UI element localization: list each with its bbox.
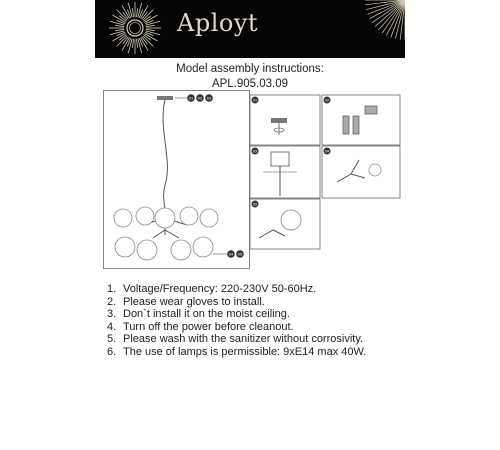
step-panel-01 [250,95,320,145]
callout-label: 01 [188,95,194,101]
step-panel-02 [322,95,400,145]
callout-bottom [213,250,244,258]
step-number: 01 [252,98,258,103]
instruction-number: 4. [107,320,117,333]
instruction-text: Please wear gloves to install. [123,295,265,308]
sun-rays-icon [105,0,165,58]
instruction-text: Turn off the power before cleanout. [123,320,294,333]
instruction-text: Voltage/Frequency: 220-230V 50-60Hz. [123,283,317,295]
instruction-text: Don`t install it on the moist ceiling. [123,308,290,321]
document-title [0,62,500,92]
instruction-text: Please wash with the sanitizer without corrosivity. [123,333,364,346]
brand-name: Aployt [177,9,259,37]
corner-rays-decoration [365,0,405,58]
instructions-list [107,283,366,359]
chandelier-drawing [114,96,218,260]
instruction-number: 2. [107,295,117,308]
brand-banner [95,0,405,58]
step-number: 04 [324,149,330,154]
callout-label: 03 [206,95,212,101]
instruction-text: The use of lamps is permissible: 9xE14 max 40W. [123,345,367,358]
instruction-number: 1. [107,283,117,295]
callout-label: 04 [228,251,234,257]
step-number: 02 [324,98,330,103]
instruction-item [107,283,366,296]
instruction-item [107,346,366,359]
step-panel-05 [250,199,320,249]
callout-label: 05 [237,251,243,257]
instruction-item [107,333,366,346]
instruction-item [107,296,366,309]
instruction-number: 6. [107,345,117,358]
step-panel-03 [250,146,320,198]
step-panel-04 [322,146,400,198]
instruction-number: 5. [107,333,117,346]
instruction-item [107,321,366,334]
callout-top [175,94,213,102]
instruction-number: 3. [107,308,117,321]
title-line: Model assembly instructions: [176,63,324,75]
callout-label: 02 [197,95,203,101]
instruction-item [107,308,366,321]
step-number: 03 [252,149,258,154]
model-number: APL.905.03.09 [211,78,289,90]
step-number: 05 [252,202,258,207]
assembly-diagram [103,90,403,270]
